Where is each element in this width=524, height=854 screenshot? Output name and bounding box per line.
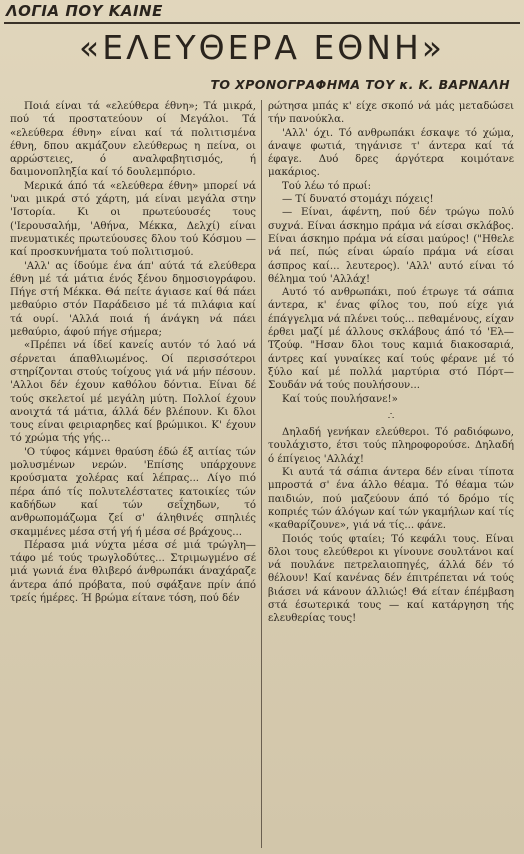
column-divider (261, 100, 262, 848)
paragraph: 'Αλλ' ας ίδούμε ένα άπ' αύτά τά ελεύθερα έθνη μέ τά μάτια ένός ξένου δημοσιογράφου. Πήγε στή Μέκκα. Θά πείτε άγιασε καί θά πάει μεθαύριο στόν Παράδεισο μέ τά πιλάφια καί τά ουρί. 'Αλλά ποιά ή άνάγκη νά πάει μεθαύριο, άφού πήγε σήμερα; (10, 260, 256, 339)
paragraph: Καί τούς πουλήσανε!» (282, 393, 398, 405)
paragraph: Κι αυτά τά σάπια άντερα δέν είναι τίποτα μπροστά σ' ένα άλλο θέαμα. Τό θέαμα τών παιδιών, πού μαζεύουν άπό τό δρόμο τίς κοπριές τών άλόγων καί τών γκαμήλων καί τίς «καθαρίζουνε», γιά νά τίς... φάνε. (268, 467, 514, 532)
paragraph: Ποιά είναι τά «ελεύθερα έθνη»; Τά μικρά, πού τά προστατεύουν οί Μεγάλοι. Τά «ελεύθερα έθνη» είναι καί τά πολιτισμένα έθνη, δπου ακμάζουν ελεύθερως η πείνα, οι αρρώστειες, ό αναλφαβητισμός, ή δαιμονοπληξία καί τό δουλεμπόριο. (10, 101, 256, 179)
paragraph: Δηλαδή γενήκαν ελεύθεροι. Τό ραδιόφωνο, τουλάχιστο, έτσι τούς πληροφορούσε. Δηλαδή ό έπίγειος 'Αλλάχ! (268, 427, 514, 465)
paragraph: Τού λέω τό πρωί: (282, 180, 372, 192)
dialogue-line: — Τί δυνατό στομάχι πόχεις! (282, 194, 434, 206)
header-rule (4, 22, 520, 24)
paragraph: «Πρέπει νά ίδεί κανείς αυτόν τό λαό νά σέρνεται άπαθλιωμένος. Οί περισσότεροι στηρίζονται στούς τοίχους γιά νά μήν πέσουν. 'Αλλοι δέν έχουν καθόλου δόντια. Είναι δέ τούς σκελετοί μέ μεγάλη μύτη. Πολλοί έχουν ανοιχτά τά μάτια, άλλά δέν βλέπουν. Κι δλοι τους είναι φειριαρηδες καί βρώμικοι. Κ' έχουν τό χρώμα τής γής... (10, 340, 256, 445)
paragraph: 'Αλλ' όχι. Τό ανθρωπάκι έσκαψε τό χώμα, άναψε φωτιά, τηγάνισε τ' άντερα καί τά έφαγε. Δυό δρες άργότερα κοιμότανε μακάριος. (268, 127, 514, 179)
section-label: ΛΟΓΙΑ ΠΟΥ ΚΑΙΝΕ (6, 2, 163, 20)
section-break-ornament: ∴ (387, 410, 395, 422)
paragraph: Ποιός τούς φταίει; Τό κεφάλι τους. Είναι δλοι τους ελεύθεροι κι γίνουνε σουλτάνοι καί νά πουλάνε πετρελαιοπηγές, άλλά δέν τό θέλουν! Καί κανένας δέν έπιτρέπεται νά τούς βιάσει νά κάνουν άλλιώς! Θά είταν έπέμβαση στά έσωτερικά τους — καί κατάργηση τής ελευθερίας τους! (268, 533, 514, 625)
byline: ΤΟ ΧΡΟΝΟΓΡΑΦΗΜΑ ΤΟΥ κ. Κ. ΒΑΡΝΑΛΗ (210, 77, 510, 92)
left-column (10, 100, 256, 605)
paragraph: Πέρασα μιά νύχτα μέσα σέ μιά τρώγλη—τάφο μέ τούς τρωγλοδύτες... Στριμωγμένο σέ μιά γωνιά ένα θλιβερό άνθρωπάκι άναχάραζε άντερα άπό πρόβατα, πού σφάξανε πρίν άπό τρείς ήμέρες. Ή βρώμα είτανε τόση, πού δέν (10, 539, 256, 604)
paragraph: 'Ο τύφος κάμνει θραύση έδώ έξ αιτίας τών μολυσμένων νερών. 'Επίσης υπάρχουνε κρούσματα χολέρας καί λέπρας... Λίγο πιό πέρα άπό τίς πολυτελέστατες κατοικίες τών καδήδων καί τών σεΐχηδων, τό ανθρωπομάζωμα ζεί σ' άληθινές σπηλιές σκαμμένες μέσα στή γή ή μέσα σέ βράχους... (10, 446, 256, 538)
paragraph: Μερικά άπό τά «ελεύθερα έθνη» μπορεί νά 'ναι μικρά στό χάρτη, μά είναι μεγάλα στην 'Ιστορία. Κι οι πρωτεύουσές τους ('Ιερουσαλήμ, 'Αθήνα, Μέκκα, Δελχί) είναι πνευματικές πρωτεύουσες δλου τού Κόσμου — καί προσκυνήματα τού πολιτισμού. (10, 180, 256, 259)
headline: «ΕΛΕΥΘΕΡΑ ΕΘΝΗ» (79, 28, 445, 67)
paragraph: Αυτό τό ανθρωπάκι, πού έτρωγε τά σάπια άντερα, κ' ένας φίλος του, πού είχε γιά έπάγγελμα νά πλένει τούς... πεθαμένους, είχαν έρθει μαζί μέ άλλους σκλάβους άπό τό 'Ελ—Τζούφ. "Ησαν δλοι τους καμιά διακοσαριά, άντρες καί γυναίκες καί τούς φέρανε μέ τό ξύλο καί μέ πολλά μαρτύρια στό Πόρτ—Σουδάν νά τούς πουλήσουν... (268, 287, 514, 392)
right-column (268, 100, 514, 626)
dialogue-line: — Είναι, άφέντη, πού δέν τρώγω πολύ συχνά. Είναι άσκημο πράμα νά είσαι σκλάβος. Είναι άσκημο πράμα νά είσαι μαύρος! ("Ηθελε νά πεί, πώς είναι ώραίο πράμα νά είσαι άσπρος καί... λευτερος). 'Αλλ' αυτό είναι τό θέλημα τού 'Αλλάχ! (268, 207, 514, 285)
paragraph: ρώτησα μπάς κ' είχε σκοπό νά μάς μεταδώσει τήν πανούκλα. (268, 101, 514, 126)
